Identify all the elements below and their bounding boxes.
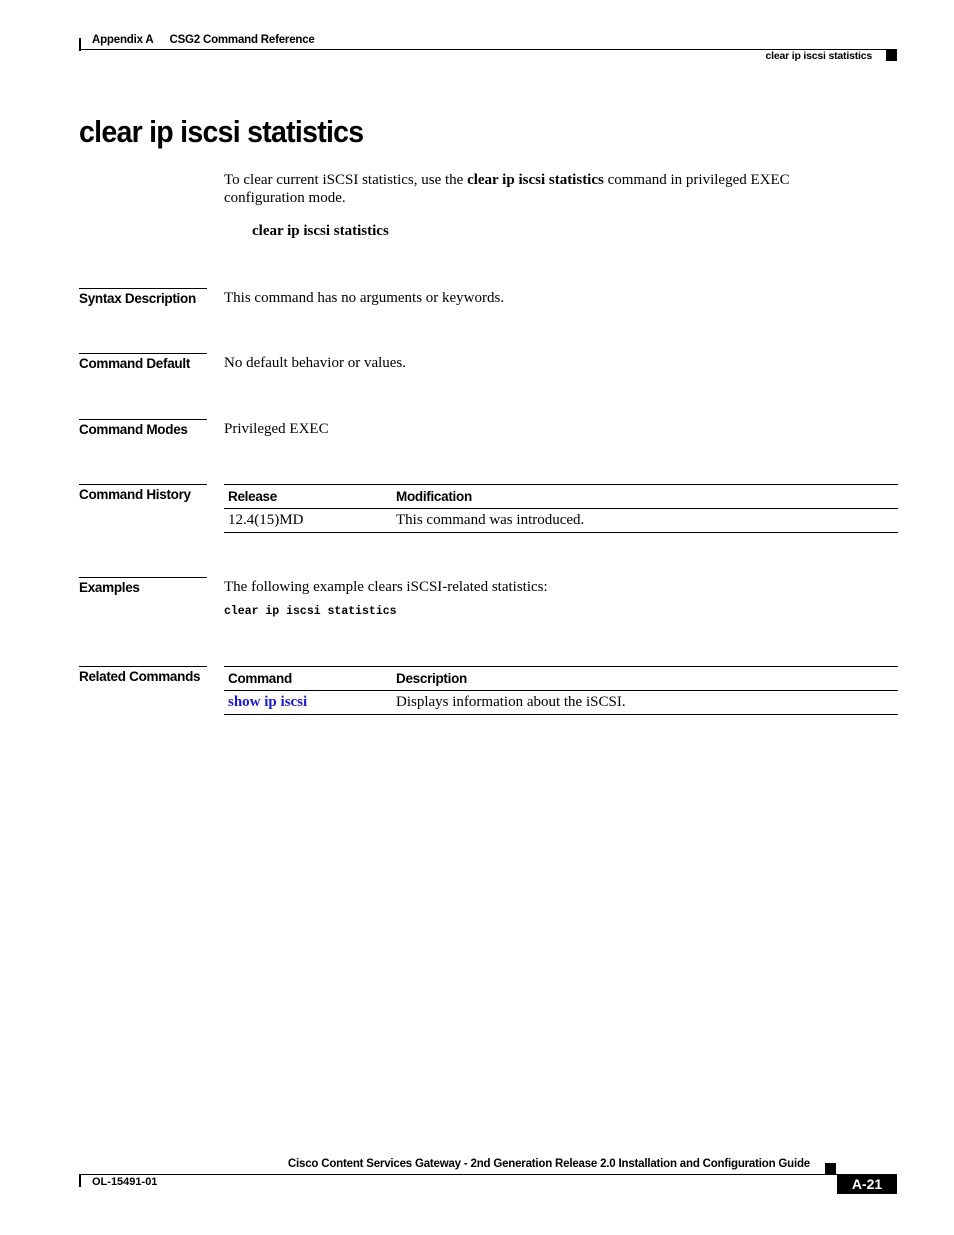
table-header-row — [224, 485, 898, 509]
header-appendix: Appendix A — [92, 34, 154, 46]
column-header-command: Command — [224, 667, 392, 691]
column-header-release: Release — [224, 485, 392, 509]
examples-label: Examples — [79, 577, 207, 595]
command-modes-text: Privileged EXEC — [224, 421, 329, 437]
header-chapter: CSG2 Command Reference — [169, 34, 315, 46]
command-syntax: clear ip iscsi statistics — [252, 223, 389, 239]
command-history-label: Command History — [79, 484, 207, 502]
command-default-text: No default behavior or values. — [224, 355, 407, 371]
footer-rule — [79, 1174, 897, 1175]
column-header-modification: Modification — [392, 485, 898, 509]
intro-prefix: To clear current iSCSI statistics, use the — [224, 172, 468, 188]
syntax-description-label: Syntax Description — [79, 288, 207, 306]
related-commands-table — [224, 666, 898, 715]
command-modes-label: Command Modes — [79, 419, 207, 437]
header-running-title: clear ip iscsi statistics — [765, 50, 872, 62]
intro-paragraph — [224, 171, 864, 207]
column-header-description: Description — [392, 667, 898, 691]
show-ip-iscsi-link[interactable]: show ip iscsi — [228, 694, 308, 710]
command-cell — [224, 691, 392, 715]
header-marker-box — [886, 50, 897, 61]
intro-suffix: command in privileged EXEC configuration mode. — [224, 172, 790, 206]
footer-page-number: A-21 — [837, 1174, 897, 1194]
page-title: clear ip iscsi statistics — [79, 114, 364, 149]
table-header-row — [224, 667, 898, 691]
command-default-label: Command Default — [79, 353, 207, 371]
command-history-table — [224, 484, 898, 533]
table-row — [224, 509, 898, 533]
related-commands-label: Related Commands — [79, 666, 207, 684]
release-cell: 12.4(15)MD — [224, 509, 392, 533]
footer-doc-number: OL-15491-01 — [92, 1176, 158, 1188]
description-cell: Displays information about the iSCSI. — [392, 691, 898, 715]
modification-cell: This command was introduced. — [392, 509, 898, 533]
syntax-description-text: This command has no arguments or keywords. — [224, 290, 505, 306]
example-code: clear ip iscsi statistics — [224, 605, 397, 618]
header-breadcrumb — [92, 34, 315, 46]
footer-left-bar — [79, 1174, 81, 1187]
intro-command: clear ip iscsi statistics — [467, 172, 604, 188]
footer-marker-box — [825, 1163, 836, 1174]
table-row — [224, 691, 898, 715]
examples-text: The following example clears iSCSI-related statistics: — [224, 579, 548, 595]
footer-guide-title: Cisco Content Services Gateway - 2nd Generation Release 2.0 Installation and Configuration Guide — [287, 1158, 810, 1170]
